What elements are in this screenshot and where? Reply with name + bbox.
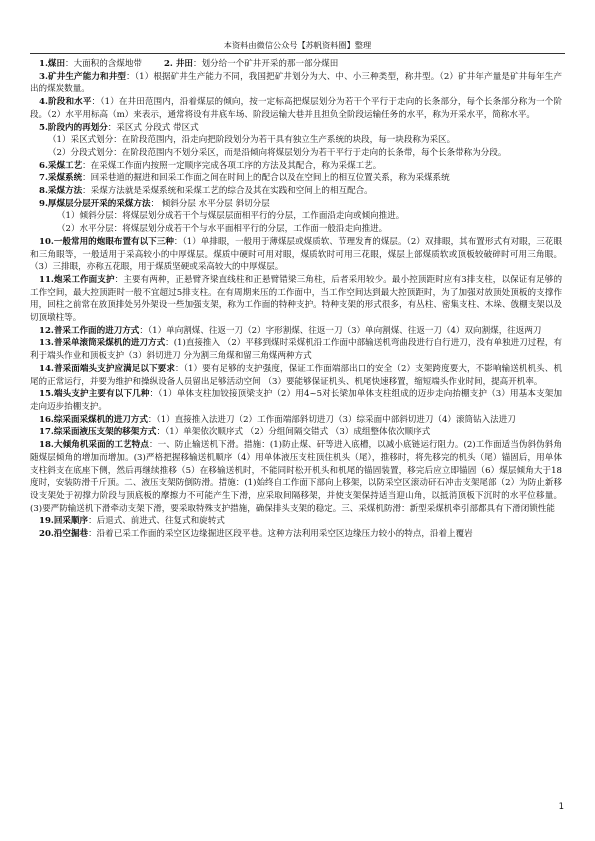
definition: ：一、防止输送机下滑。措施：(1)防止煤、矸等进入底槽，以减小底链运行阻力。(2)工作面适当伪斜伪斜角随煤层倾角的增加而增加。(3)严格把握移输送机顺序（4）用单体液压支柱顶住机头（尾），推移时，将先移完的机头（尾）锚固后，用单体支柱斜支在底座下侧，然后再继续推移（5）在移输送机时，不能同时松开机头和机尾的锚固装置，移完后应立即锚固（6）煤层倾角大于18度时，安装防滑千斤顶。二、液压支架防倒防滑。措施：(1)始终自工作面下部向上移架，以防采空区滚动矸石冲击支架尾部（2）为防止新移设支架处于初撑力阶段与顶底板的摩擦力不可能产生下滑，应采取间隔移架，并使支架保持适当迎山角，以抵消顶板下沉时的水平位移量。(3)要严防输送机下滑牵动支架下滑，要采取特殊支护措施，确保排头支架的稳定。三、采煤机防滑：新型采煤机牵引部都具有下滑闭锁性能: [30, 440, 562, 514]
definition: （1）采区式划分：在阶段范围内，沿走向把阶段划分为若干具有独立生产系统的块段，每一块段称为采区。: [48, 135, 456, 146]
definition: ：在采煤工作面内按照一定顺序完成各项工序的方法及其配合，称为采煤工艺。: [82, 160, 382, 171]
item-20: [30, 528, 562, 541]
document-body: [30, 58, 562, 541]
term: 16.综采面采煤机的进刀方式: [39, 414, 148, 425]
item-5-1: [30, 134, 562, 147]
item-15: [30, 388, 562, 413]
item-5-2: [30, 147, 562, 160]
term: 7.采煤系统: [39, 173, 83, 184]
definition: ：(1)直接推入 （2）平移到煤时采煤机沿工作面中部输送机弯曲段进行自行进刀，没有单独进刀过程，有利于端头作业和顶板支护（3）斜切进刀 分为割三角煤和留三角煤两种方式: [30, 338, 562, 362]
term: 19.回采顺序: [39, 516, 89, 527]
item-19: [30, 515, 562, 528]
definition: ：（1）单架依次顺序式 （2）分组间隔交错式 （3）成组整体依次顺序式: [156, 427, 431, 438]
item-13: [30, 337, 562, 362]
definition: ：（1）要有足够的支护强度，保证工作面端部出口的安全（2）支架跨度要大，不影响输送机机头、机尾的正常运行，并要为维护和操纵设备人员留出足够活动空间 （3）要能够保证机头、机尾快速移置，缩短端头作业时间，提高开机率。: [30, 363, 562, 387]
item-9: [30, 198, 562, 211]
term: 1.煤田: [39, 59, 66, 69]
item-9-2: [30, 223, 562, 236]
page-header: 本资料由微信公众号【苏帆资料圈】整理: [30, 40, 565, 54]
definition: ：（1）单体支柱加铰接顶梁支护（2）用4~5对长梁加单体支柱组成的迈步走向抬棚支护（3）用基本支架加走向迈步抬棚支护。: [30, 389, 562, 412]
item-17: [30, 426, 562, 439]
term: 12.普采工作面的进刀方式: [39, 325, 140, 336]
term: 11.炮采工作面支护: [39, 274, 115, 285]
item-3: [30, 71, 562, 96]
definition: （1）倾斜分层：将煤层划分成若干个与煤层层面相平行的分层，工作面沿走向或倾向推进。: [57, 211, 405, 222]
item-9-1: [30, 210, 562, 223]
term: 15.端头支护主要有以下几种: [39, 389, 150, 400]
term: 20.沿空掘巷: [39, 529, 89, 540]
definition: （2）水平分层：将煤层划分成若干个与水平面相平行的分层，工作面一般沿走向推进。: [57, 224, 388, 235]
definition: ：（1）直接推入法进刀（2）工作面端部斜切进刀（3）综采面中部斜切进刀（4）滚筒钻入法进刀: [147, 414, 516, 425]
item-7: [30, 172, 562, 185]
definition: （2）分段式划分：在阶段范围内不划分采区，而是沿倾向将煤层划分为若干平行于走向的长条带，每个长条带称为分段。: [48, 147, 507, 158]
definition: ：大面积的含煤地带: [65, 59, 142, 69]
item-10: [30, 236, 562, 274]
definition: ：回采巷道的掘进和回采工作面之间在时间上的配合以及在空间上的相互位置关系，称为采煤系统: [82, 173, 450, 184]
item-11: [30, 274, 562, 325]
term: 18.大倾角机采面的工艺特点: [39, 440, 149, 451]
term: 4.阶段和水平: [39, 97, 92, 108]
definition: ：沿着已采工作面的采空区边缘掘进区段平巷。这种方法利用采空区边缘压力较小的特点，沿着上覆岩: [88, 529, 473, 540]
definition: ：采区式 分段式 带区式: [107, 122, 199, 133]
item-12: [30, 325, 562, 338]
item-18: [30, 439, 562, 515]
definition: ：主要有两种，正悬臂齐梁直线柱和正悬臂错梁三角柱，后者采用较少。最小控顶距时应有3排支柱，以保证有足够的工作空间，最大控顶距时一般不宜超过5排支柱。在有周期来压的工作面中，当工作空间达到最大控顶距时，为了加强对放顶处顶板的支撑作用，回柱之前常在放顶排处另外架设一些加强支架，称为工作面的特种支护。特种支架的形式很多，有丛柱、密集支柱、木垛、戗棚支架以及切顶墩柱等。: [30, 274, 563, 324]
definition: ：（1）在井田范围内，沿着煤层的倾向，按一定标高把煤层划分为若干个平行于走向的长条部分，每个长条部分称为一个阶段。（2）水平用标高（m）来表示，通常将设有井底车场、阶段运输大巷并且担负全阶段运输任务的水平，称为开采水平，简称水平。: [30, 97, 562, 120]
term: 10.一般常用的炮眼布置有以下三种: [39, 236, 174, 247]
term: 2. 井田: [163, 59, 193, 69]
term: 9.厚煤层分层开采的采煤方法: [39, 198, 151, 209]
definition: ：后退式、前进式、往复式和旋转式: [88, 516, 225, 527]
item-16: [30, 414, 562, 427]
definition: ：采煤方法就是采煤系统和采煤工艺的综合及其在实践和空间上的相互配合。: [82, 186, 373, 197]
definition: ：划分给一个矿井开采的那一部分煤田: [192, 59, 339, 69]
item-5: [30, 122, 562, 135]
definition: ： 倾斜分层 水平分层 斜切分层: [150, 198, 270, 209]
term: 17.综采面液压支架的移架方式: [39, 427, 157, 438]
term: 8.采煤方法: [39, 186, 83, 197]
term: 13.普采单滚筒采煤机的进刀方式: [39, 338, 166, 349]
item-6: [30, 160, 562, 173]
term: 14.普采面端头支护应满足以下要求: [39, 363, 175, 374]
item-14: [30, 363, 562, 388]
page-number: 1: [558, 802, 564, 812]
term: 5.阶段内的再划分: [39, 122, 108, 133]
item-4: [30, 96, 562, 121]
definition: ：（1）单向割煤、往返一刀（2）字形割煤、往返一刀（3）单向割煤、往返一刀（4）双向割煤，往返两刀: [139, 325, 542, 336]
definition: ：（1）单排眼，一般用于薄煤层或煤质软、节理发育的煤层。（2）双排眼，其布置形式有对眼，三花眼和三角眼等，一般适用于采高较小的中厚煤层。煤质中硬时可用对眼，煤质软时可用三花眼，煤层上部煤质软或顶板较破碎时可用三角眼。（3）三排眼，亦称五花眼，用于煤质坚硬或采高较大的中厚煤层。: [30, 236, 562, 273]
term: 3.矿井生产能力和井型: [39, 71, 127, 82]
term: 6.采煤工艺: [39, 160, 83, 171]
item-8: [30, 185, 562, 198]
item-1: [30, 58, 562, 71]
definition: ：（1）根据矿井生产能力不同，我国把矿井划分为大、中、小三种类型，称井型。（2）矿井年产量是矿井每年生产出的煤炭数量。: [30, 71, 562, 95]
